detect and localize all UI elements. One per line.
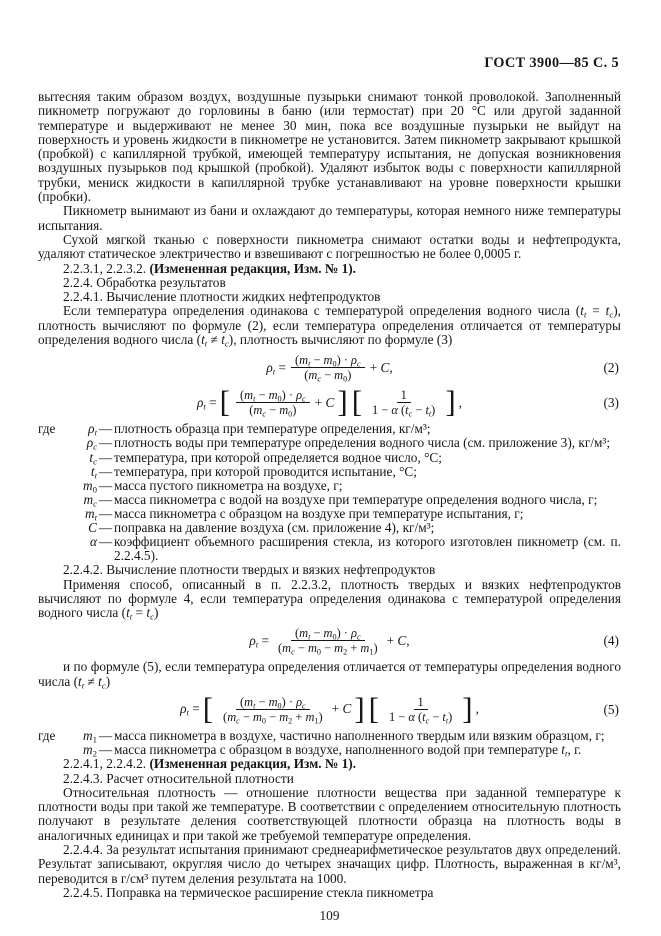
- equation-comma: ,: [475, 701, 479, 717]
- left-bracket: [: [368, 690, 379, 726]
- definitions-list-2: [38, 729, 621, 757]
- paragraph-formula-5-intro: и по формуле (5), если температура определения отличается от температуры определения водного числа (tt ≠ tc): [38, 659, 621, 691]
- section-heading-2-2-4-3: 2.2.4.3. Расчет относительной плотности: [63, 770, 294, 786]
- formula-4: [38, 626, 621, 655]
- equation-mid: + C: [331, 701, 352, 717]
- right-bracket: ]: [462, 690, 473, 726]
- page-number: 109: [319, 908, 340, 924]
- right-bracket: ]: [337, 383, 348, 419]
- fraction: $\frac{(mt - m0) \cdot \rho c}{(mc - m0 - m2 + m1)}$: [223, 695, 323, 726]
- equation-comma: ,: [458, 394, 462, 410]
- definitions-list-1: [38, 422, 621, 563]
- equation-lhs: ρt =: [180, 701, 200, 719]
- fraction: $\frac{1}{1 - \alpha (tc - tt)}$: [388, 695, 453, 726]
- running-header: ГОСТ 3900—85 С. 5: [484, 55, 619, 71]
- definition-row: tt — температура, при которой проводится испытание, °С;: [90, 463, 417, 481]
- paragraph-pycnometer-filling: вытесняя таким образом воздух, воздушные пузырьки снимают тонкой проволокой. Заполненный пикнометр погружают до горловины в баню (или термостат) при 20 °С или другой заданной температуре и выдерживают не менее 30 мин, пока все воздушные пузырьки не выйдут на поверхность и уровень жидкости в пикнометре не установится. Затем пикнометр закрывают крышкой (пробкой) с капиллярной трубкой, имеющей температуру испытания, не допуская возникновения воздушных пузырьков под крышкой (пробкой). Удаляют избыток воды с поверхности капиллярной трубки, мениск жидкости в капиллярной трубке устанавливают на уровне поверхности крышки (пробки).: [38, 89, 621, 205]
- paragraph-cooling: Пикнометр вынимают из бани и охлаждают до температуры, которая немного ниже температуры испытания.: [38, 203, 621, 233]
- equation-lhs: ρt =: [197, 394, 217, 412]
- equation-5: [180, 690, 479, 726]
- fraction: $\frac{(mt - m0) \cdot \rho c}{(mc - m0 - m2 + m1)}$: [278, 626, 378, 657]
- section-heading-2-2-4-2: 2.2.4.2. Вычисление плотности твердых и вязких нефтепродуктов: [63, 562, 436, 578]
- paragraph-relative-density: Относительная плотность — отношение плотности вещества при заданной температуре к плотности воды при такой же температуре. В соответствии с определением относительную плотность получают в результате деления соответствующей плотности образца на плотность воды в аналогичных единицах и при такой же требуемой температуре определения.: [38, 784, 621, 843]
- equation-mid: + C: [314, 394, 335, 410]
- equation-tail: + C,: [369, 359, 393, 375]
- paragraph-solid-products: Применяя способ, описанный в п. 2.2.3.2, плотность твердых и вязких нефтепродуктов вычисляют по формуле 4, если температура определения одинакова с температурой определения водного числа (tt = tc): [38, 576, 621, 622]
- definition-row: mt — масса пикнометра с образцом на воздухе при температуре испытания, г;: [84, 505, 524, 523]
- fraction: $\frac{(mt - m0) \cdot \rho c}{(mc - m0)}$: [291, 353, 365, 382]
- left-bracket: [: [202, 690, 214, 726]
- definition-row: mc — масса пикнометра с водой на воздухе при температуре определения водного числа, г;: [83, 491, 598, 509]
- section-heading-2-2-4-5: 2.2.4.5. Поправка на термическое расширение стекла пикнометра: [63, 884, 434, 900]
- amendment-note-2: 2.2.4.1, 2.2.4.2. (Измененная редакция, Изм. № 1).: [63, 756, 356, 772]
- left-bracket: [: [219, 383, 230, 419]
- document-body: [38, 90, 621, 924]
- definition-row: tc — температура, при которой определяется водное число, °С;: [89, 449, 442, 467]
- formula-2: [38, 353, 621, 382]
- section-heading-2-2-4-1: 2.2.4.1. Вычисление плотности жидких нефтепродуктов: [63, 289, 381, 305]
- fraction: $\frac{(mt - m0) \cdot \rho c}{(mc - m0)}$: [236, 388, 310, 417]
- equation-number: (5): [603, 701, 619, 717]
- equation-lhs: ρt =: [266, 359, 286, 377]
- definition-row: где ρt — плотность образца при температуре определения, кг/м³;: [38, 421, 431, 438]
- formula-5: [38, 690, 621, 726]
- equation-tail: + C,: [386, 632, 410, 648]
- definition-row: α — коэффициент объемного расширения стекла, из которого изготовлен пикнометр (см. п. 2.2.4.5).: [90, 534, 621, 564]
- definition-row: где m1 — масса пикнометра в воздухе, частично наполненного твердым или вязким образцом, г;: [38, 728, 605, 745]
- amendment-note-1: 2.2.3.1, 2.2.3.2. (Измененная редакция, Изм. № 1).: [63, 260, 356, 276]
- paragraph-wiping: Сухой мягкой тканью с поверхности пикнометра снимают остатки воды и нефтепродукта, удаляют статическое электричество и взвешивают с погрешностью не более 0,0005 г.: [38, 231, 621, 262]
- equation-4: [249, 626, 409, 655]
- definition-row: m0 — масса пустого пикнометра на воздухе, г;: [83, 477, 343, 495]
- equation-3: [197, 383, 462, 419]
- definition-row: ρc — плотность воды при температуре определения водного числа (см. приложение 3), кг/м³;: [86, 435, 611, 453]
- definition-row: m2 — масса пикнометра с образцом в воздухе, наполненного водой при температуре tt, г.: [83, 742, 582, 759]
- equation-number: (4): [603, 632, 619, 648]
- right-bracket: ]: [445, 383, 456, 419]
- section-heading-2-2-4: 2.2.4. Обработка результатов: [63, 274, 226, 290]
- equation-lhs: ρt =: [249, 632, 270, 650]
- equation-number: (3): [603, 394, 619, 410]
- fraction: $\frac{1}{1 - \alpha (tc - tt)}$: [372, 388, 436, 419]
- paragraph-test-result: 2.2.4.4. За результат испытания принимают среднеарифметическое результатов двух определений. Результат записывают, округляя число до четырех значащих цифр. Плотность, выраженная в кг/м³, переводится в г/см³ путем деления результата на 1000.: [38, 842, 621, 886]
- equation-2: [266, 353, 392, 382]
- formula-3: [38, 383, 621, 419]
- right-bracket: ]: [354, 690, 365, 726]
- paragraph-formula-conditions: Если температура определения одинакова с температурой определения водного числа (tt = tc), плотность вычисляют по формуле (2), если температура определения отличается от температуры определения водного числа (tt ≠ tc), плотность вычисляют по формуле (3): [38, 303, 621, 349]
- equation-number: (2): [603, 359, 619, 375]
- left-bracket: [: [351, 383, 363, 419]
- definition-row: C — поправка на давление воздуха (см. приложение 4), кг/м³;: [88, 520, 435, 535]
